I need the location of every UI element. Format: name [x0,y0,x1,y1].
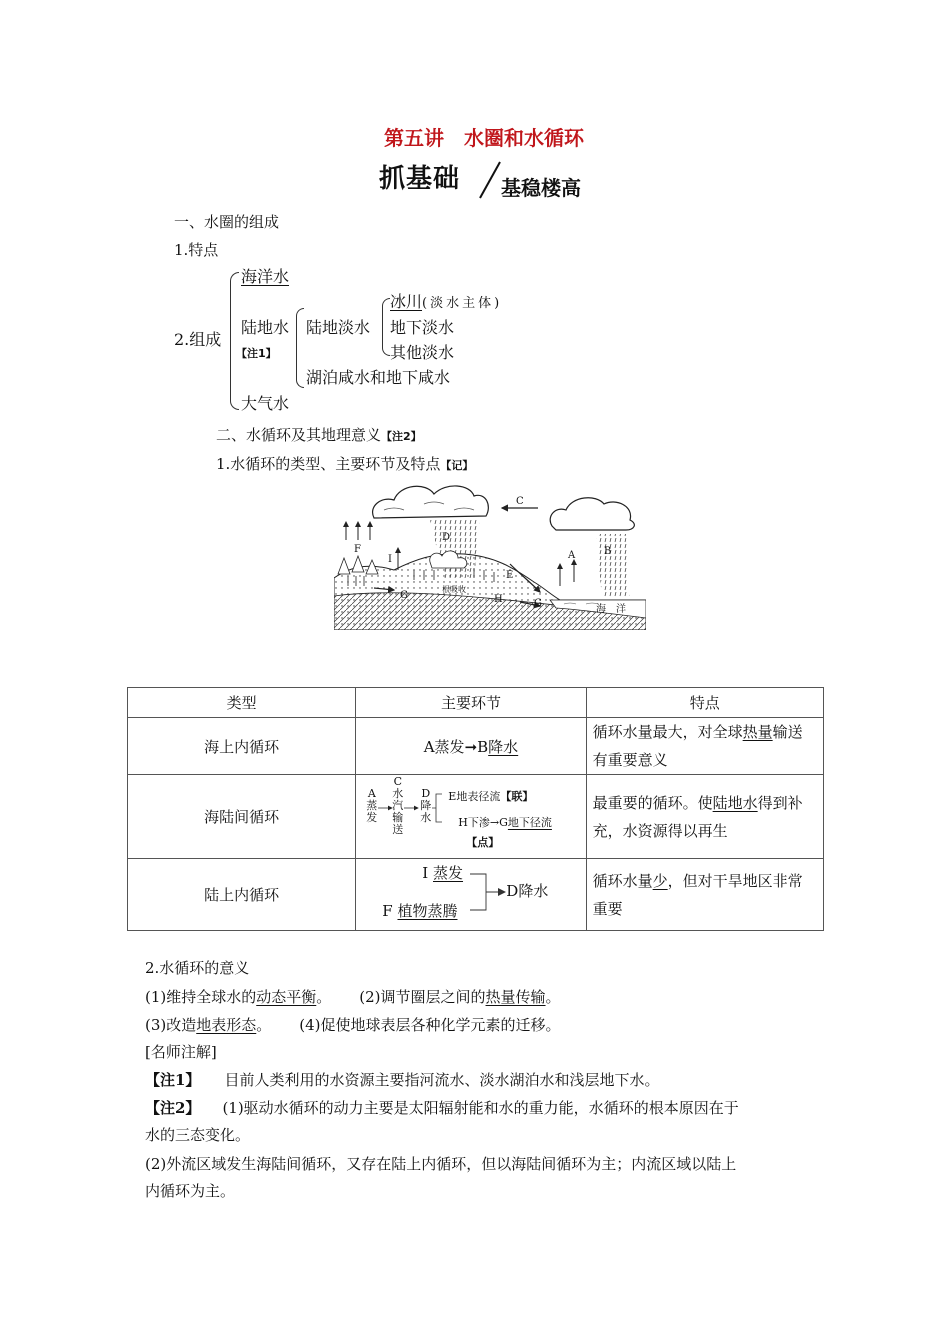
land-water: 陆地水 [241,318,290,337]
note2-tag-label: 【注2】 [145,1099,201,1117]
s1-item1: 1.特点 [174,241,219,259]
row2-h-u: 地下径流 [507,815,552,829]
row2-type: 海陆间循环 [128,775,356,859]
diagram-label-d: D [442,532,451,543]
meaning-p2-a: (2)调节圈层之间的 [359,988,486,1006]
diagram-label-b: B [604,546,612,557]
atmos-water: 大气水 [241,394,290,413]
row1-feat-u: 热量 [742,723,773,741]
note1-tag: 【注1】 [236,347,277,360]
memo-tag: 【记】 [440,459,474,472]
land-fresh: 陆地淡水 [306,318,371,337]
note1-text: 目前人类利用的水资源主要指河流水、淡水湖泊水和浅层地下水。 [224,1071,660,1089]
note2-tag: 【注2】 [381,430,422,443]
glacier-note: (淡水主体) [422,296,503,311]
groundwater-fresh: 地下淡水 [390,318,455,337]
brace-main [230,272,239,410]
section1-heading: 一、水圈的组成 [174,213,280,231]
section2-heading [216,425,422,447]
table-header-row [128,688,824,718]
row2-feat-u: 陆地水 [712,793,758,812]
section-banner [376,156,606,200]
meaning-p3-a: (3)改造 [145,1016,197,1034]
banner-slash [478,160,502,200]
banner-right: 基稳楼高 [501,176,581,200]
row2-h-text: H下渗→G [458,815,508,829]
note1-tag-label: 【注1】 [145,1071,201,1089]
diagram-label-h: H [494,594,503,605]
row3-flow [356,860,585,930]
row2-link [356,775,586,859]
note2-line1 [145,1098,739,1118]
glacier-text: 冰川 [390,292,423,311]
note3-line1: (2)外流区域发生海陆间循环，又存在陆上内循环，但以海陆间循环为主；内流区域以陆上 [145,1155,737,1173]
row3-f-u: 植物蒸腾 [397,901,458,920]
arrow-icon: ➞ [464,737,478,756]
row3-bracket [468,870,508,914]
note3-line2: 内循环为主。 [145,1182,236,1200]
row3-feat-pre: 循环水量 [592,871,653,890]
salt-water: 湖泊咸水和地下咸水 [306,368,451,387]
row1-feat-post: 输送有重要意义 [592,723,803,769]
row3-i-text: I [422,863,433,882]
row1-feature [586,718,823,775]
diagram-label-c: C [516,496,524,507]
diagram-label-g2: G [534,598,542,609]
row3-d: D降水 [506,881,549,900]
diagram-label-i: I [388,554,392,565]
meaning-p1-u: 动态平衡 [256,988,317,1006]
s2-sub1-text: 1.水循环的类型、主要环节及特点 [216,455,441,473]
meaning-line1 [145,987,561,1007]
row2-d: D 降 水 [420,786,432,824]
row1-link [356,718,586,775]
meaning-heading: 2.水循环的意义 [145,959,250,977]
ocean-water: 海洋水 [241,267,290,286]
row2-flow [356,776,585,858]
row3-f [382,900,457,921]
row2-a: A 蒸 发 [366,786,378,824]
row2-e [448,788,533,804]
meaning-p1-a: (1)维持全球水的 [145,988,257,1006]
note1 [145,1070,659,1090]
diagram-label-f: F [354,544,361,555]
row1-type: 海上内循环 [128,718,356,775]
s2-sub1 [216,454,473,476]
row1-feat-pre: 循环水量最大，对全球 [592,723,743,741]
banner-left: 抓基础 [379,164,461,194]
glacier [390,292,502,314]
meaning-p1-b: 。 [316,988,332,1006]
other-fresh: 其他淡水 [390,343,455,362]
notes-heading: [名师注解] [145,1043,217,1061]
row2-h [458,814,552,830]
row3-feat-u: 少 [652,871,668,890]
row1-link-b: B [477,737,489,756]
cycle-table [127,687,824,931]
meaning-p2-u: 热量传输 [485,988,546,1006]
diagram-label-e: E [506,570,514,581]
meaning-p2-b: 。 [545,988,561,1006]
diagram-label-a: A [568,550,576,561]
row2-c: C 水 汽 输 送 [392,774,404,836]
th-type: 类型 [128,688,356,718]
row3-feature [586,859,823,931]
row2-h-tag: 【点】 [466,835,500,849]
row3-type: 陆上内循环 [128,859,356,931]
diagram-label-root: 根吸收 [442,585,466,594]
table-row [128,775,824,859]
meaning-p3-u: 地表形态 [196,1016,257,1034]
diagram-label-sea: 海 洋 [596,604,626,615]
table-row [128,859,824,931]
brace-fresh [382,298,390,356]
row3-link [356,859,586,931]
note2-line2: 水的三态变化。 [145,1126,251,1144]
row3-i [422,862,463,883]
row3-feat-post: ，但对干旱地区非常重要 [592,871,803,918]
th-feature: 特点 [586,688,823,718]
table-row [128,718,824,775]
note2-text1: (1)驱动水循环的动力主要是太阳辐射能和水的重力能，水循环的根本原因在于 [222,1099,739,1117]
row3-i-u: 蒸发 [433,863,464,882]
meaning-p3-b: 。 [256,1016,272,1034]
row2-feat-pre: 最重要的循环。使 [592,793,713,812]
row2-e-tag: 【联】 [500,789,534,803]
meaning-p4: (4)促使地球表层各种化学元素的迁移。 [299,1016,561,1034]
brace-land [296,308,304,388]
row3-f-text: F [382,901,398,920]
row2-e-text: E地表径流 [448,789,501,803]
section2-heading-text: 二、水循环及其地理意义 [216,426,382,444]
row1-link-a: A蒸发 [423,737,465,756]
diagram-label-g1: G [400,590,408,601]
meaning-line2 [145,1015,561,1035]
water-cycle-diagram [334,478,646,630]
row1-link-b-u: 降水 [488,737,519,756]
th-link: 主要环节 [356,688,586,718]
row2-arrows [376,788,446,828]
s1-item2: 2.组成 [174,330,222,349]
page-title: 第五讲 水圈和水循环 [384,126,584,150]
row2-feat-post: 得到补充，水资源得以再生 [592,793,803,840]
row2-feature [586,775,823,859]
